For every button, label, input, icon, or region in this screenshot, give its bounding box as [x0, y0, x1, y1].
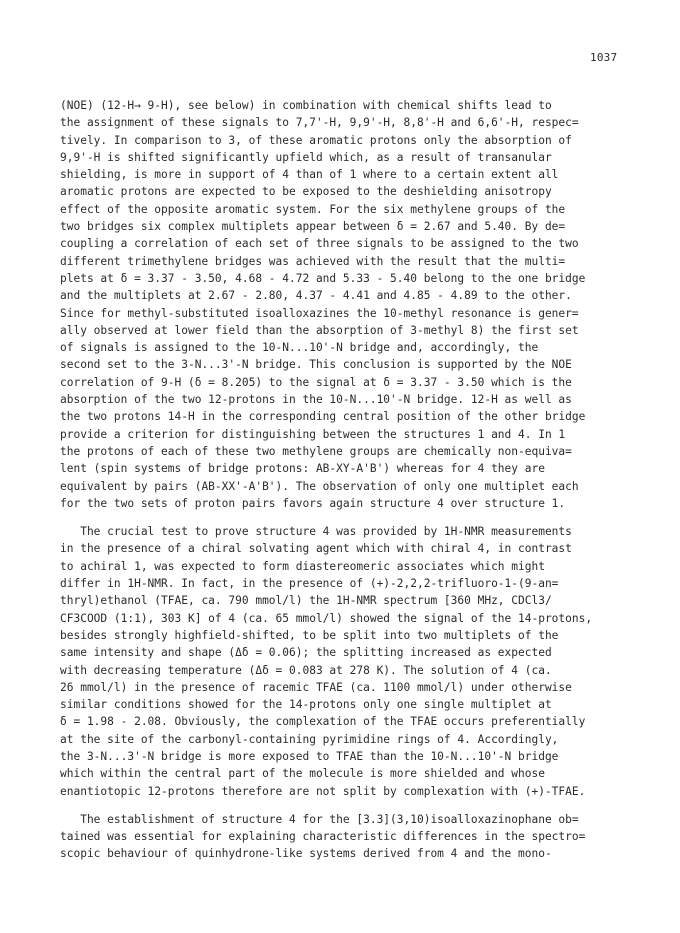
text-line: different trimethylene bridges was achieved with the result that the multi= — [60, 254, 566, 268]
text-line: shielding, is more in support of 4 than of 1 where to a certain extent all — [60, 168, 559, 182]
page-number: 1037 — [590, 51, 618, 64]
text-line: the 3-N...3'-N bridge is more exposed to TFAE than the 10-N...10'-N bridge — [60, 749, 559, 763]
text-line: tained was essential for explaining characteristic differences in the spectro= — [60, 830, 586, 844]
paragraph-spacer — [60, 512, 660, 523]
text-line: of signals is assigned to the 10-N...10'-N bridge and, accordingly, the — [60, 341, 539, 355]
text-line: aromatic protons are expected to be exposed to the deshielding anisotropy — [60, 185, 552, 199]
text-line: the assignment of these signals to 7,7'-H, 9,9'-H, 8,8'-H and 6,6'-H, respec= — [60, 116, 579, 130]
text-line: which within the central part of the molecule is more shielded and whose — [60, 767, 545, 781]
text-line: lent (spin systems of bridge protons: AB-XY-A'B') whereas for 4 they are — [60, 462, 545, 476]
text-line: and the multiplets at 2.67 - 2.80, 4.37 - 4.41 and 4.85 - 4.89 to the other. — [60, 289, 572, 303]
text-line: provide a criterion for distinguishing between the structures 1 and 4. In 1 — [60, 427, 566, 441]
text-line: Since for methyl-substituted isoalloxazines the 10-methyl resonance is gener= — [60, 306, 579, 320]
text-line: equivalent by pairs (AB-XX'-A'B'). The observation of only one multiplet each — [60, 479, 579, 493]
text-line: same intensity and shape (Δδ = 0.06); the splitting increased as expected — [60, 646, 552, 660]
text-line: with decreasing temperature (Δδ = 0.083 at 278 K). The solution of 4 (ca. — [60, 663, 552, 677]
body-text — [60, 97, 660, 863]
text-line: second set to the 3-N...3'-N bridge. This conclusion is supported by the NOE — [60, 358, 572, 372]
text-line: effect of the opposite aromatic system. For the six methylene groups of the — [60, 202, 566, 216]
paragraph-3 — [60, 811, 660, 863]
text-line: CF3COOD (1:1), 303 K] of 4 (ca. 65 mmol/l) showed the signal of the 14-protons, — [60, 611, 593, 625]
text-line: the two protons 14-H in the corresponding central position of the other bridge — [60, 410, 586, 424]
text-line: The crucial test to prove structure 4 was provided by 1H-NMR measurements — [60, 525, 572, 539]
text-line: similar conditions showed for the 14-protons only one single multiplet at — [60, 698, 552, 712]
paragraph-2 — [60, 523, 660, 800]
paragraph-1 — [60, 97, 660, 512]
text-line: (NOE) (12-H→ 9-H), see below) in combination with chemical shifts lead to — [60, 99, 552, 112]
text-line: the protons of each of these two methylene groups are chemically non-equiva= — [60, 444, 572, 458]
text-line: at the site of the carbonyl-containing pyrimidine rings of 4. Accordingly, — [60, 732, 559, 746]
text-line: for the two sets of proton pairs favors again structure 4 over structure 1. — [60, 496, 566, 510]
text-line: The establishment of structure 4 for the [3.3](3,10)isoalloxazinophane ob= — [60, 812, 579, 826]
text-line: plets at δ = 3.37 - 3.50, 4.68 - 4.72 and 5.33 - 5.40 belong to the one bridge — [60, 271, 586, 285]
text-line: absorption of the two 12-protons in the 10-N...10'-N bridge. 12-H as well as — [60, 393, 572, 407]
text-line: tively. In comparison to 3, of these aromatic protons only the absorption of — [60, 133, 572, 147]
paragraph-spacer — [60, 800, 660, 811]
text-line: scopic behaviour of quinhydrone-like systems derived from 4 and the mono- — [60, 847, 552, 861]
text-line: to achiral 1, was expected to form diastereomeric associates which might — [60, 559, 545, 573]
text-line: thryl)ethanol (TFAE, ca. 790 mmol/l) the 1H-NMR spectrum [360 MHz, CDCl3/ — [60, 594, 552, 608]
text-line: besides strongly highfield-shifted, to be split into two multiplets of the — [60, 628, 559, 642]
text-line: 26 mmol/l) in the presence of racemic TFAE (ca. 1100 mmol/l) under otherwise — [60, 680, 572, 694]
text-line: two bridges six complex multiplets appear between δ = 2.67 and 5.40. By de= — [60, 220, 566, 234]
text-line: coupling a correlation of each set of three signals to be assigned to the two — [60, 237, 579, 251]
text-line: in the presence of a chiral solvating agent which with chiral 4, in contrast — [60, 542, 572, 556]
text-line: enantiotopic 12-protons therefore are not split by complexation with (+)-TFAE. — [60, 784, 586, 798]
text-line: δ = 1.98 - 2.08. Obviously, the complexation of the TFAE occurs preferentially — [60, 715, 586, 729]
text-line: differ in 1H-NMR. In fact, in the presence of (+)-2,2,2-trifluoro-1-(9-an= — [60, 577, 559, 591]
text-line: 9,9'-H is shifted significantly upfield which, as a result of transanular — [60, 150, 552, 164]
text-line: ally observed at lower field than the absorption of 3-methyl 8) the first set — [60, 323, 579, 337]
text-line: correlation of 9-H (δ = 8.205) to the signal at δ = 3.37 - 3.50 which is the — [60, 375, 572, 389]
